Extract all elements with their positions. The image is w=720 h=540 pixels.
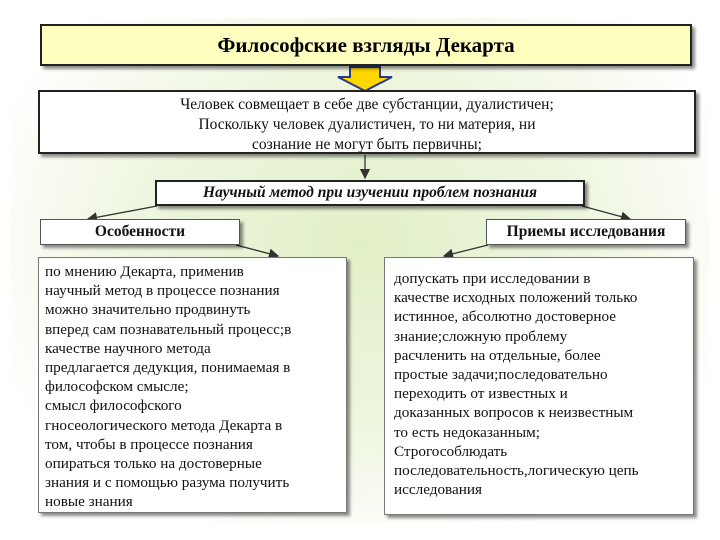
features-line: том, чтобы в процессе познания — [45, 435, 253, 453]
method-box: Научный метод при изучении проблем познания — [155, 180, 585, 206]
features-line: можно значительно продвинуть — [45, 301, 251, 319]
features-line: новые знания — [45, 493, 133, 511]
features-label: Особенности — [40, 219, 240, 245]
techniques-line: допускать при исследовании в — [394, 270, 591, 287]
down-block-arrow — [338, 67, 392, 91]
features-text-box — [38, 257, 347, 513]
features-line: научный метод в процессе познания — [45, 282, 280, 300]
techniques-text-box — [384, 257, 694, 515]
features-line: философском смысле; — [45, 378, 189, 396]
features-line: предлагается дедукция, понимаемая в — [45, 359, 291, 377]
dualism-line: Поскольку человек дуалистичен, то ни материя, ни — [198, 116, 536, 133]
techniques-line: знание;сложную проблему — [394, 327, 568, 345]
techniques-line: то есть недоказанным; — [394, 423, 540, 441]
features-line: знания и с помощью разума получить — [45, 474, 290, 492]
connector-features-text — [236, 245, 278, 256]
features-line: вперед сам познавательный процесс;в — [45, 320, 292, 338]
techniques-line: исследования — [394, 481, 483, 499]
connector-method-features — [88, 206, 157, 219]
connector-method-techniques — [582, 206, 630, 219]
connector-techniques-text — [444, 245, 488, 256]
features-line: качестве научного метода — [45, 339, 211, 357]
features-line: гносеологического метода Декарта в — [45, 416, 283, 434]
features-line: по мнению Декарта, применив — [45, 263, 244, 280]
diagram-title: Философские взгляды Декарта — [40, 24, 692, 66]
techniques-line: расчленить на отдельные, более — [394, 346, 601, 364]
techniques-line: качестве исходных положений только — [394, 289, 638, 307]
dualism-line: Человек совмещает в себе две субстанции, дуалистичен; — [180, 96, 554, 113]
techniques-line: доказанных вопросов к неизвестным — [394, 404, 634, 422]
techniques-line: Строгособлюдать — [394, 442, 508, 460]
features-line: смысл философского — [45, 397, 182, 415]
techniques-line: последовательность,логическую цепь — [394, 462, 639, 480]
dualism-line: сознание не могут быть первичны; — [251, 136, 482, 153]
techniques-line: истинное, абсолютно достоверное — [394, 308, 617, 326]
features-line: опираться только на достоверные — [45, 455, 262, 473]
techniques-line: простые задачи;последовательно — [394, 366, 608, 384]
dualism-box — [38, 90, 696, 154]
techniques-label: Приемы исследования — [486, 219, 686, 245]
techniques-line: переходить от известных и — [394, 385, 568, 403]
